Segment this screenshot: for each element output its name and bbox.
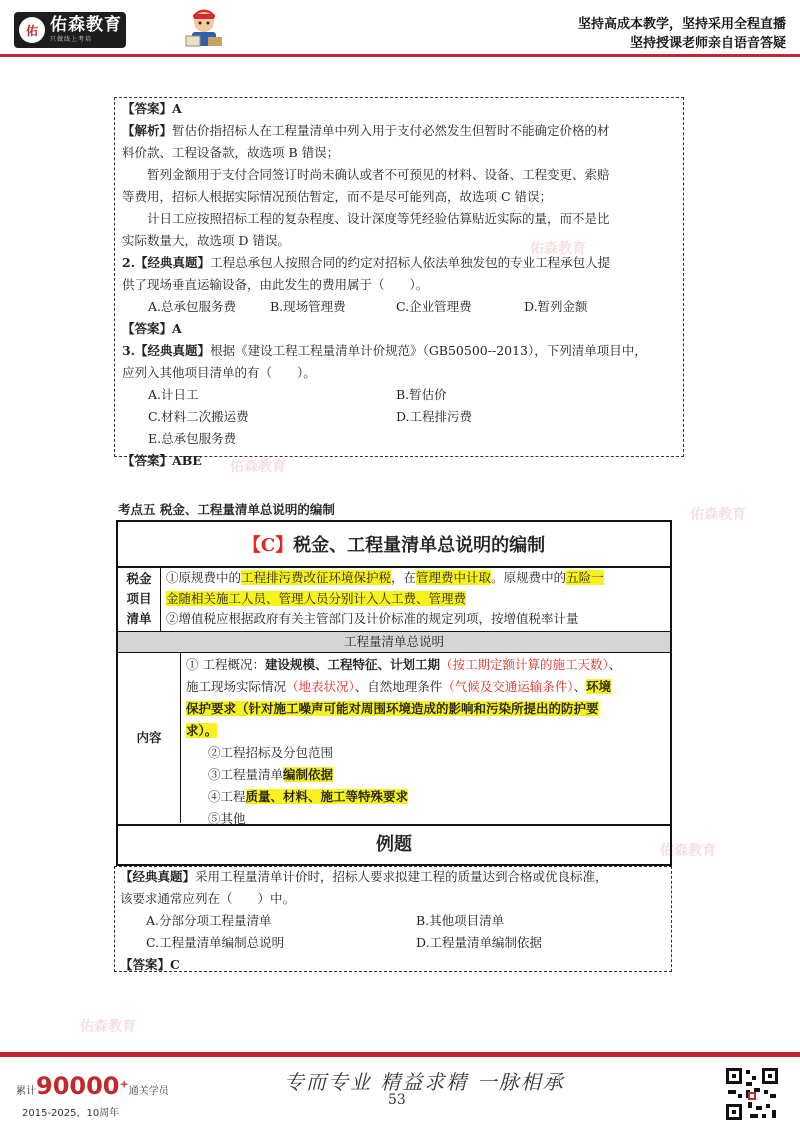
question-2-options bbox=[122, 296, 678, 318]
watermark: 佑森教育 bbox=[530, 241, 586, 257]
section-title: 考点五 税金、工程量清单总说明的编制 bbox=[118, 502, 335, 517]
watermark: 佑森教育 bbox=[230, 459, 286, 475]
watermark: 佑森教育 bbox=[690, 507, 746, 523]
question-3-line-1: 3.【经典真题】根据《建设工程工程量清单计价规范》（GB50500--2013），下列清单项目中， bbox=[122, 343, 647, 358]
bottom-question-line-2: 该要求通常应列在（ ）中。 bbox=[120, 891, 296, 906]
option-b: B.其他项目清单 bbox=[416, 913, 505, 928]
answer-3: 【答案】ABE bbox=[122, 453, 202, 468]
bottom-answer: 【答案】C bbox=[120, 957, 180, 972]
question-2-line-2: 供了现场垂直运输设备，由此发生的费用属于（ ）。 bbox=[122, 277, 429, 292]
summary-table bbox=[116, 520, 672, 826]
watermark: 佑森教育 bbox=[660, 843, 716, 859]
slogan-line-1: 坚持高成本教学，坚持采用全程直播 bbox=[577, 17, 786, 32]
option-c: C.工程量清单编制总说明 bbox=[146, 935, 285, 950]
tax-content: ①原规费中的工程排污费改征环境保护税，在管理费中计取。原规费中的五险一 金随相关施工人员、管理人员分别计入人工费、管理费 ②增值税应根据政府有关主管部门及计价标准的规定列项，按增值税率计量 bbox=[166, 570, 604, 626]
content-list: ① 工程概况：建设规模、工程特征、计划工期（按工期定额计算的施工天数）、 施工现场实际情况（地表状况）、自然地理条件（气候及交通运输条件）、环境 保护要求（针对施工噪声可能对周围环境造成的影响和污染所提出的防护要 求）。 ②工程招标及分包范围 ③工程量清单编制依据 ④工程质量、材料、施工等特殊要求 ⑤其他 bbox=[186, 657, 622, 826]
logo bbox=[14, 12, 126, 48]
option-c: C.材料二次搬运费 bbox=[148, 409, 249, 424]
student-count: 累计90000+通关学员 bbox=[16, 1072, 169, 1100]
footer-divider bbox=[0, 1052, 800, 1057]
analysis-line-6: 实际数量大，故选项 D 错误。 bbox=[122, 233, 290, 248]
page-number: 53 bbox=[388, 1092, 406, 1108]
option-a: A.分部分项工程量清单 bbox=[146, 913, 272, 928]
option-d: D.工程量清单编制依据 bbox=[416, 935, 543, 950]
question-3-options bbox=[122, 384, 678, 450]
option-d: D.工程排污费 bbox=[396, 409, 473, 424]
header-divider bbox=[0, 54, 800, 57]
question-2-line-1: 2.【经典真题】工程总承包人按照合同的约定对招标人依法单独发包的专业工程承包人提 bbox=[122, 255, 611, 270]
table-title: 【C】 税金、工程量清单总说明的编制 bbox=[242, 535, 546, 556]
analysis-line-4: 等费用，招标人根据实际情况预估暂定，而不是尽可能列高，故选项 C 错误； bbox=[122, 189, 553, 204]
row-label-content: 内容 bbox=[136, 730, 162, 745]
motto: 专而专业 精益求精 一脉相承 bbox=[284, 1070, 565, 1094]
slogan-line-2: 坚持授课老师亲自语音答疑 bbox=[629, 36, 786, 51]
watermark: 佑森教育 bbox=[80, 1019, 136, 1035]
logo-mark: 佑 bbox=[19, 17, 45, 43]
mascot-icon bbox=[180, 6, 228, 52]
option-c: C.企业管理费 bbox=[396, 299, 472, 314]
analysis-line-2: 料价款、工程设备款，故选项 B 错误； bbox=[122, 145, 340, 160]
option-b: B.现场管理费 bbox=[270, 299, 346, 314]
subheader: 工程量清单总说明 bbox=[118, 632, 670, 652]
option-d: D.暂列金额 bbox=[524, 299, 588, 314]
bottom-question-line-1: 【经典真题】采用工程量清单计价时，招标人要求拟建工程的质量达到合格或优良标准， bbox=[120, 869, 608, 884]
logo-name: 佑森教育 bbox=[50, 15, 122, 35]
option-b: B.暂估价 bbox=[396, 387, 447, 402]
analysis-line-3: 暂列金额用于支付合同签订时尚未确认或者不可预见的材料、设备、工程变更、索赔 bbox=[147, 167, 610, 182]
option-a: A.总承包服务费 bbox=[148, 299, 237, 314]
example-header: 例题 bbox=[116, 822, 672, 866]
option-e: E.总承包服务费 bbox=[148, 431, 237, 446]
analysis-line-1: 【解析】暂估价指招标人在工程量清单中列入用于支付必然发生但暂时不能确定价格的材 bbox=[122, 123, 610, 138]
answer-1: 【答案】A bbox=[122, 101, 182, 116]
option-a: A.计日工 bbox=[148, 387, 199, 402]
qr-code-icon bbox=[724, 1066, 780, 1122]
bottom-options bbox=[120, 910, 668, 954]
answer-2: 【答案】A bbox=[122, 321, 182, 336]
question-3-line-2: 应列入其他项目清单的有（ ）。 bbox=[122, 365, 316, 380]
analysis-line-5: 计日工应按照招标工程的复杂程度、设计深度等凭经验估算贴近实际的量，而不是比 bbox=[147, 211, 610, 226]
row-label-tax: 税金 项目 清单 bbox=[126, 571, 152, 626]
logo-sub: 只做线上考培 bbox=[50, 36, 93, 43]
years: 2015-2025，10周年 bbox=[22, 1108, 120, 1119]
